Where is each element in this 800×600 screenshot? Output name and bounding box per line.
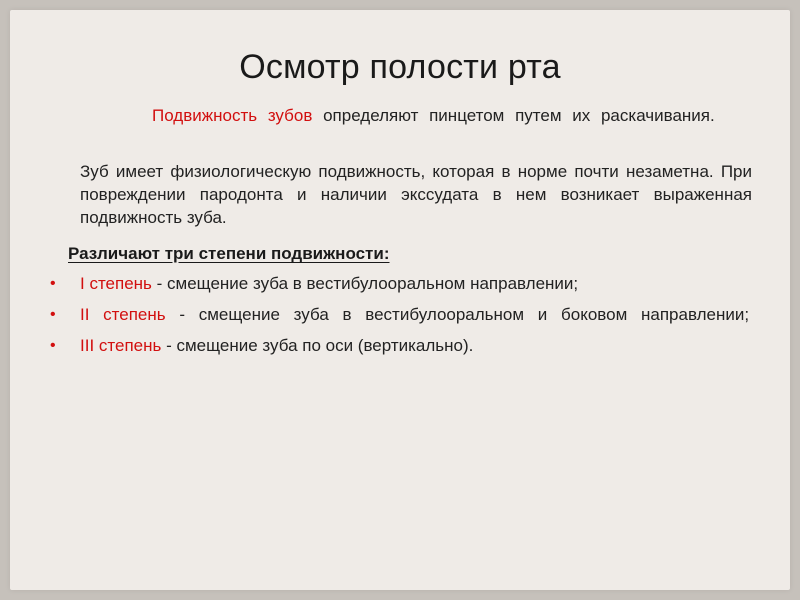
degree-text: - смещение зуба в вестибулооральном направлении; — [151, 274, 579, 293]
bullet-icon: • — [50, 306, 56, 323]
degree-text: - смещение зуба по оси (вертикально). — [161, 336, 474, 355]
bullet-icon: • — [50, 337, 56, 354]
slide — [10, 10, 790, 590]
degree-label: I степень — [80, 274, 152, 293]
list-item-degree-2 — [50, 303, 752, 326]
degree-label: III степень — [80, 336, 162, 355]
paragraph-physiological-mobility: Зуб имеет физиологическую подвижность, которая в норме почти незаметна. При повреждении пародонта и наличии экссудата в нем возникает выраженная подвижность зуба. — [80, 162, 752, 227]
degree-text: - смещение зуба в вестибулоoральном и боковом направлении; — [165, 305, 750, 324]
list-item-degree-1 — [50, 272, 752, 295]
paragraph-mobility-method — [80, 104, 752, 127]
term-tooth-mobility: Подвижность зубов — [152, 106, 313, 125]
slide-title: Осмотр полости рта — [239, 48, 561, 86]
degree-list — [50, 272, 752, 365]
degree-label: II степень — [80, 305, 166, 324]
list-item-degree-3 — [50, 334, 752, 357]
paragraph-mobility-method-text: определяют пинцетом путем их раскачивания. — [312, 106, 715, 125]
bullet-icon: • — [50, 275, 56, 292]
subheading-three-degrees: Различают три степени подвижности: — [68, 244, 390, 263]
